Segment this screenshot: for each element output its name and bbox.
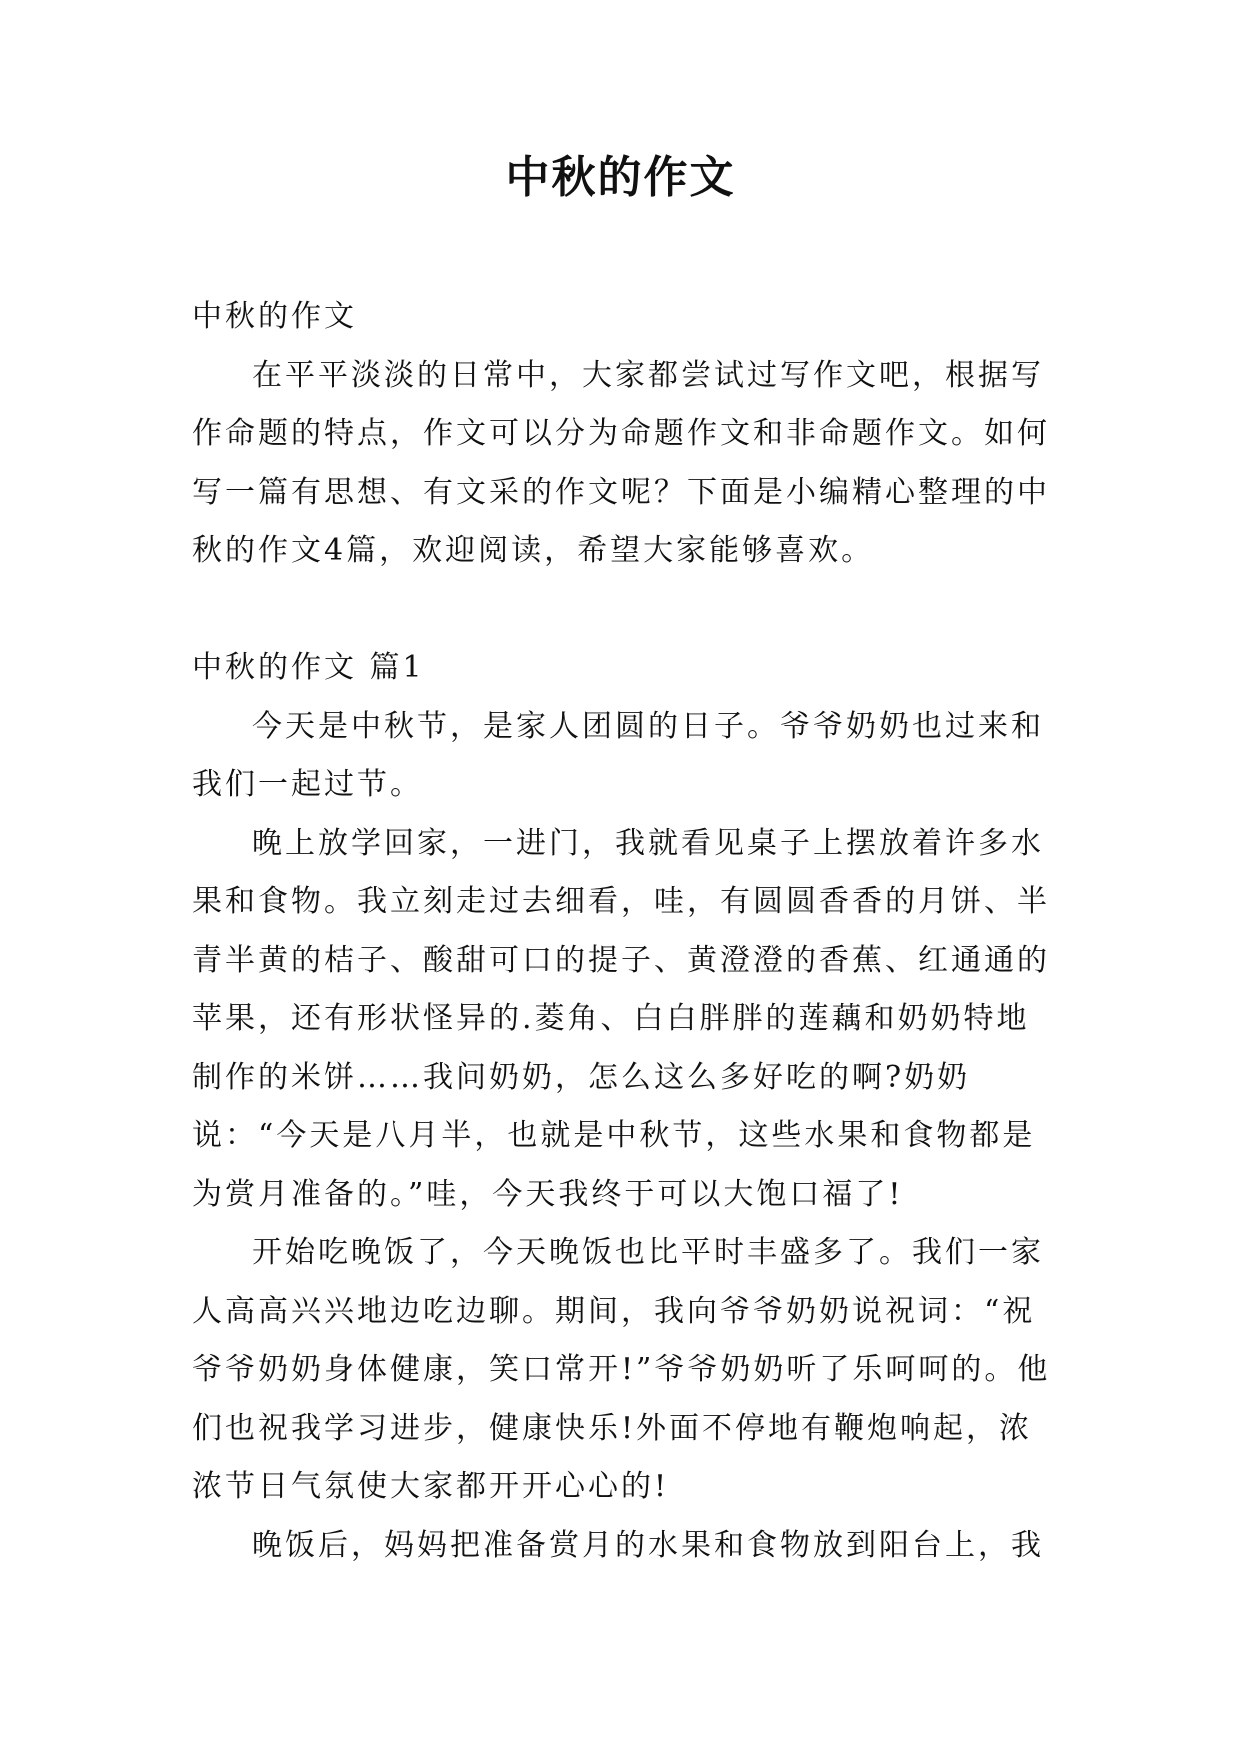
section-1-paragraph-1: 今天是中秋节，是家人团圆的日子。爷爷奶奶也过来和我们一起过节。 xyxy=(192,708,1044,802)
section-1-paragraph-4: 晚饭后，妈妈把准备赏月的水果和食物放到阳台上，我 xyxy=(252,1527,1044,1563)
intro-heading: 中秋的作文 xyxy=(192,299,357,334)
section-spacer xyxy=(192,581,1052,640)
document-body xyxy=(192,288,1052,1575)
section-1-heading: 中秋的作文 篇1 xyxy=(192,650,425,685)
section-1-paragraph-2: 晚上放学回家，一进门，我就看见桌子上摆放着许多水果和食物。我立刻走过去细看，哇，有圆圆香香的月饼、半青半黄的桔子、酸甜可口的提子、黄澄澄的香蕉、红通通的苹果，还有形状怪异的.菱角、白白胖胖的莲藕和奶奶特地制作的米饼……我问奶奶，怎么这么多好吃的啊?奶奶说：“今天是八月半，也就是中秋节，这些水果和食物都是为赏月准备的。”哇，今天我终于可以大饱口福了! xyxy=(192,825,1050,1212)
intro-paragraph: 在平平淡淡的日常中，大家都尝试过写作文吧，根据写作命题的特点，作文可以分为命题作文和非命题作文。如何写一篇有思想、有文采的作文呢？下面是小编精心整理的中秋的作文4篇，欢迎阅读，希望大家能够喜欢。 xyxy=(192,357,1050,568)
section-1-paragraph-3: 开始吃晚饭了，今天晚饭也比平时丰盛多了。我们一家人高高兴兴地边吃边聊。期间，我向爷爷奶奶说祝词：“祝爷爷奶奶身体健康，笑口常开!”爷爷奶奶听了乐呵呵的。他们也祝我学习进步，健康快乐!外面不停地有鞭炮响起，浓浓节日气氛使大家都开开心心的! xyxy=(192,1235,1051,1504)
document-title: 中秋的作文 xyxy=(505,152,736,203)
